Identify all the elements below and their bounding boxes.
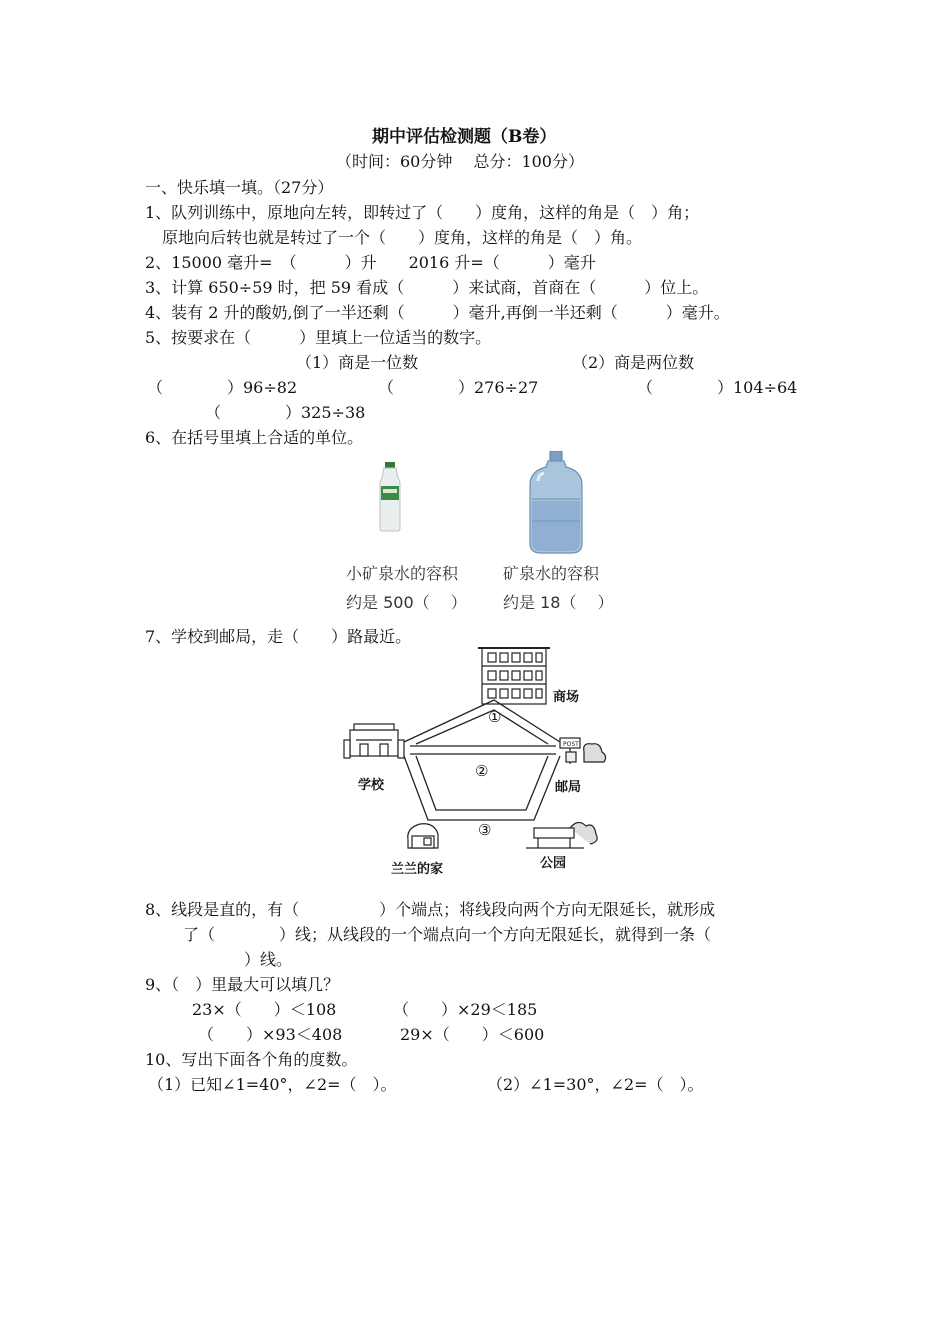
post-office-icon bbox=[560, 738, 606, 764]
question-8-line-2: 了（ ）线；从线段的一个端点向一个方向无限延长，就得到一条（ bbox=[183, 925, 712, 944]
route-2-marker: ② bbox=[475, 762, 489, 780]
page-subtitle: （时间：60分钟 总分：100分） bbox=[336, 152, 584, 171]
question-9-d: 29×（ ）＜600 bbox=[400, 1025, 545, 1044]
question-9: 9、（ ）里最大可以填几？ bbox=[145, 975, 340, 994]
question-5-item-2: （ ）276÷27 bbox=[378, 378, 539, 397]
big-bottle-caption-2: 约是 18（ ） bbox=[503, 593, 614, 612]
post-sign-text: POST bbox=[563, 741, 579, 748]
roads bbox=[404, 700, 560, 820]
question-1-line-2: 原地向后转也就是转过了一个（ ）度角，这样的角是（ ）角。 bbox=[162, 228, 643, 247]
home-label: 兰兰的家 bbox=[391, 862, 444, 877]
home-icon bbox=[408, 824, 438, 848]
large-water-jug-image bbox=[526, 451, 586, 555]
page-title: 期中评估检测题（B卷） bbox=[372, 127, 557, 147]
small-bottle-caption-1: 小矿泉水的容积 bbox=[346, 564, 459, 583]
section-heading: 一、快乐填一填。（27分） bbox=[145, 178, 334, 197]
question-4: 4、装有 2 升的酸奶,倒了一半还剩（ ）毫升,再倒一半还剩（ ）毫升。 bbox=[145, 303, 730, 322]
question-10-sub2: （2）∠1=30°，∠2=（ ）。 bbox=[487, 1075, 704, 1094]
big-bottle-caption-1: 矿泉水的容积 bbox=[503, 564, 600, 583]
question-5-item-3: （ ）104÷64 bbox=[637, 378, 798, 397]
question-8-line-3: ）线。 bbox=[228, 950, 293, 969]
route-1-marker: ① bbox=[488, 708, 502, 726]
small-water-bottle-image bbox=[372, 462, 408, 532]
park-label: 公园 bbox=[540, 856, 567, 871]
question-2: 2、15000 毫升= （ ）升 2016 升=（ ）毫升 bbox=[145, 253, 596, 272]
question-5: 5、按要求在（ ）里填上一位适当的数字。 bbox=[145, 328, 492, 347]
question-9-c: （ ）×93＜408 bbox=[198, 1025, 343, 1044]
school-building-icon bbox=[344, 724, 404, 758]
question-7: 7、学校到邮局，走（ ）路最近。 bbox=[145, 627, 412, 646]
post-office-label: 邮局 bbox=[555, 780, 582, 795]
question-5-item-4: （ ）325÷38 bbox=[205, 403, 366, 422]
route-3-marker: ③ bbox=[478, 821, 492, 839]
school-label: 学校 bbox=[358, 778, 385, 793]
question-1-line-1: 1、队列训练中，原地向左转，即转过了（ ）度角，这样的角是（ ）角； bbox=[145, 203, 700, 222]
route-map-diagram bbox=[338, 644, 608, 880]
mall-label: 商场 bbox=[553, 690, 580, 705]
question-10: 10、写出下面各个角的度数。 bbox=[145, 1050, 358, 1069]
question-8-line-1: 8、线段是直的，有（ ）个端点；将线段向两个方向无限延长，就形成 bbox=[145, 900, 716, 919]
question-10-sub1: （1）已知∠1=40°，∠2=（ ）。 bbox=[148, 1075, 397, 1094]
question-9-b: （ ）×29＜185 bbox=[393, 1000, 538, 1019]
small-bottle-caption-2: 约是 500（ ） bbox=[346, 593, 467, 612]
question-9-a: 23×（ ）＜108 bbox=[192, 1000, 337, 1019]
question-5-item-1: （ ）96÷82 bbox=[147, 378, 298, 397]
question-3: 3、计算 650÷59 时，把 59 看成（ ）来试商，首商在（ ）位上。 bbox=[145, 278, 709, 297]
question-5-sub2-heading: （2）商是两位数 bbox=[572, 353, 695, 372]
question-5-sub1-heading: （1）商是一位数 bbox=[296, 353, 419, 372]
question-6: 6、在括号里填上合适的单位。 bbox=[145, 428, 364, 447]
park-bench-icon bbox=[526, 822, 597, 848]
mall-building-icon bbox=[478, 648, 550, 704]
